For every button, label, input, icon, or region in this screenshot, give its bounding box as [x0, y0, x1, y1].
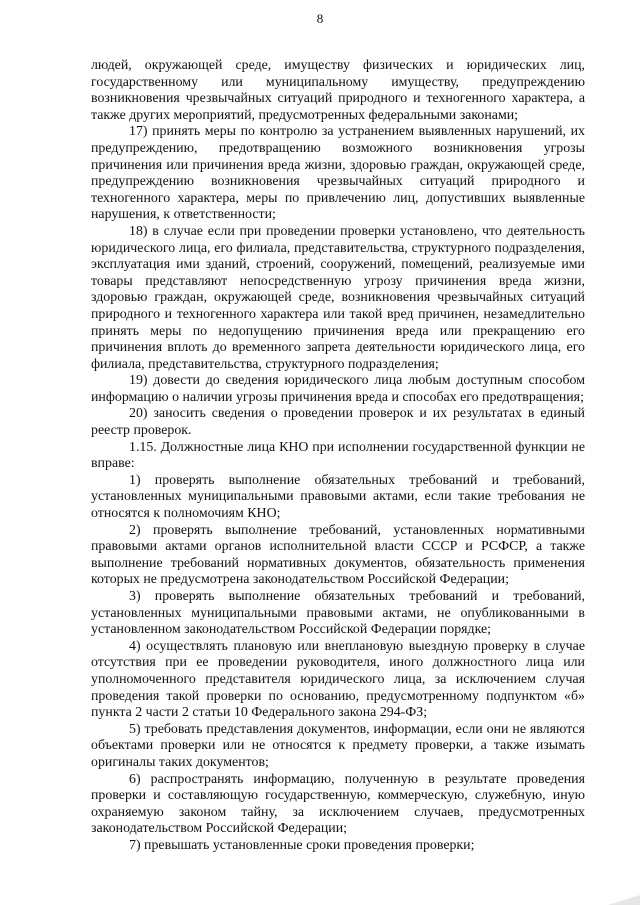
- paragraph-item-17: 17) принять меры по контролю за устранением выявленных нарушений, их предупреждению, предотвращению возможного возникновения угрозы причинения или причинения вреда жизни, здоровью граждан, окружающей среде, предупреждению возникновения чрезвычайных ситуаций природного и техногенного характера, меры по привлечению лиц, допустивших выявленные нарушения, к ответственности;: [91, 124, 585, 223]
- paragraph-prohibition-1: 1) проверять выполнение обязательных требований и требований, установленных муниципальными правовыми актами, если такие требования не относятся к полномочиям КНО;: [91, 472, 585, 522]
- paragraph-prohibition-2: 2) проверять выполнение требований, установленных нормативными правовыми актами органов исполнительной власти СССР и РСФСР, а также выполнение требований нормативных документов, обязательность применения которых не предусмотрена законодательством Российской Федерации;: [91, 522, 585, 588]
- paragraph-section-1-15: 1.15. Должностные лица КНО при исполнении государственной функции не вправе:: [91, 439, 585, 472]
- paragraph-prohibition-6: 6) распространять информацию, полученную в результате проведения проверки и составляющую государственную, коммерческую, служебную, иную охраняемую законом тайну, за исключением случаев, предусмотренных законодательством Российской Федерации;: [91, 771, 585, 837]
- document-body: [91, 58, 585, 855]
- paragraph-prohibition-3: 3) проверять выполнение обязательных требований и требований, установленных муниципальными правовыми актами, не опубликованными в установленном законодательством Российской Федерации порядке;: [91, 589, 585, 638]
- scan-corner-mark: [608, 895, 640, 905]
- paragraph-prohibition-7: 7) превышать установленные сроки проведения проверки;: [129, 837, 475, 853]
- paragraph-prohibition-4: 4) осуществлять плановую или внеплановую выездную проверку в случае отсутствия при ее проведении руководителя, иного должностного лица или уполномоченного представителя юридического лица, за исключением случая проведения такой проверки по основанию, предусмотренному подпунктом «б» пункта 2 части 2 статьи 10 Федерального закона 294-ФЗ;: [91, 638, 585, 721]
- paragraph-prohibition-5: 5) требовать представления документов, информации, если они не являются объектами проверки или не относятся к предмету проверки, а также изымать оригиналы таких документов;: [91, 721, 585, 770]
- paragraph-item-18: 18) в случае если при проведении проверки установлено, что деятельность юридического лица, его филиала, представительства, структурного подразделения, эксплуатация ими зданий, строений, сооружений, помещений, реализуемые ими товары представляют непосредственную угрозу причинения вреда жизни, здоровью граждан, окружающей среде, возникновения чрезвычайных ситуаций природного и техногенного характера или такой вред причинен, незамедлительно принять меры по недопущению причинения вреда или прекращению его причинения вплоть до временного запрета деятельности юридического лица, его филиала, представительства, структурного подразделения;: [91, 223, 585, 372]
- paragraph-continuation: людей, окружающей среде, имуществу физических и юридических лиц, государственному или муниципальному имуществу, предупреждению возникновения чрезвычайных ситуаций природного и техногенного характера, а также других мероприятий, предусмотренных федеральными законами;: [91, 58, 585, 123]
- page-number: 8: [316, 11, 324, 26]
- paragraph-item-20: 20) заносить сведения о проведении проверок и их результатах в единый реестр проверок.: [91, 406, 585, 439]
- paragraph-item-19: 19) довести до сведения юридического лица любым доступным способом информацию о наличии угрозы причинения вреда и способах его предотвращения;: [91, 373, 585, 405]
